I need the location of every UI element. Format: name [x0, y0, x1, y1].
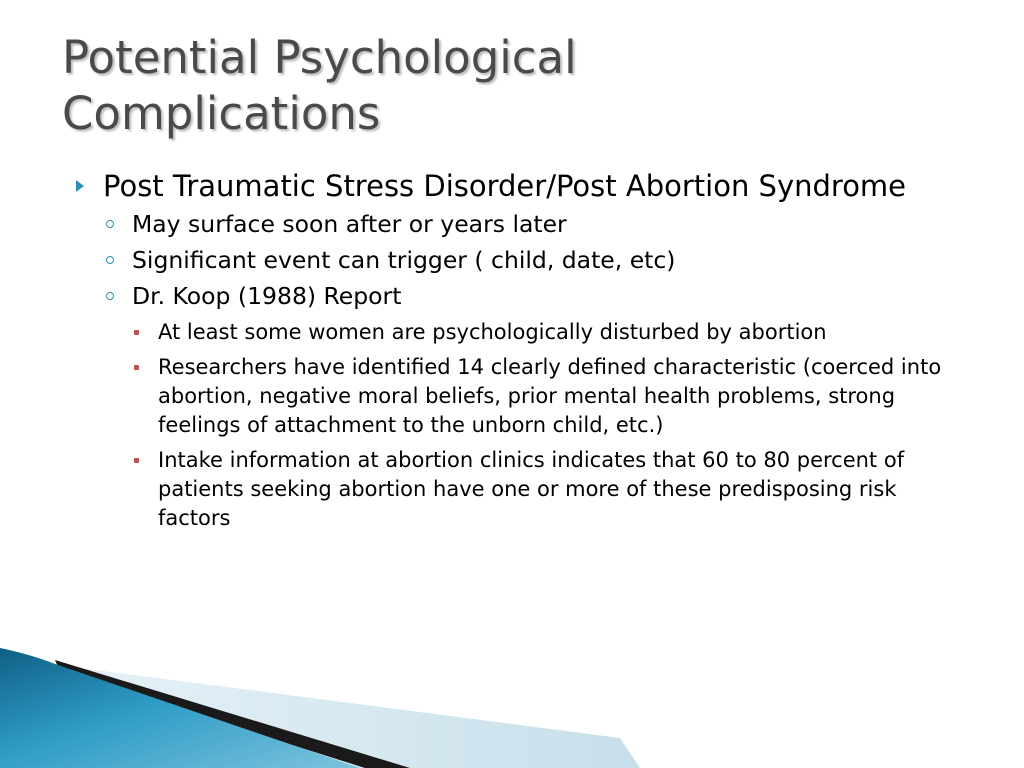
- bullet-level-2: [76, 210, 976, 239]
- bullet-level-1: [76, 168, 976, 205]
- bullet-level-3: [76, 446, 958, 533]
- circle-bullet-icon: [106, 220, 114, 228]
- bullet-text: Researchers have identified 14 clearly defined characteristic (coerced into abortion, negative moral beliefs, prior mental health problems, strong feelings of attachment to the unborn child, etc.): [158, 355, 942, 437]
- blue-wave-band: [0, 648, 360, 768]
- square-bullet-icon: [134, 365, 139, 370]
- circle-bullet-icon: [106, 256, 114, 264]
- bullet-text: Dr. Koop (1988) Report: [132, 282, 402, 310]
- bullet-text: May surface soon after or years later: [132, 210, 567, 238]
- title-line-2: Complications: [62, 87, 381, 140]
- circle-bullet-icon: [106, 292, 114, 300]
- light-wave-band: [80, 668, 640, 768]
- bullet-text: At least some women are psychologically disturbed by abortion: [158, 320, 827, 344]
- triangle-bullet-icon: [76, 180, 84, 192]
- slide-body: [76, 168, 976, 539]
- bullet-text: Post Traumatic Stress Disorder/Post Abortion Syndrome: [103, 169, 907, 203]
- title-line-1: Potential Psychological: [62, 31, 577, 84]
- bullet-text: Significant event can trigger ( child, date, etc): [132, 246, 676, 274]
- bullet-level-2: [76, 282, 976, 311]
- square-bullet-icon: [134, 330, 139, 335]
- bullet-level-3: [76, 353, 958, 440]
- square-bullet-icon: [134, 458, 139, 463]
- dark-wave-stripe: [55, 660, 410, 768]
- bullet-level-3: [76, 318, 958, 347]
- bullet-text: Intake information at abortion clinics indicates that 60 to 80 percent of patients seeking abortion have one or more of these predisposing risk factors: [158, 448, 905, 530]
- slide-title: [62, 30, 962, 142]
- bullet-level-2: [76, 246, 976, 275]
